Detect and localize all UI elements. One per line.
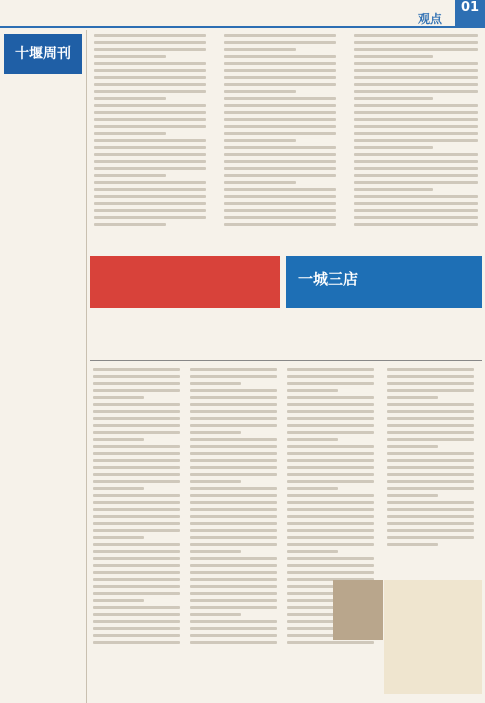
page-number-box <box>455 0 485 26</box>
sidebar <box>0 30 87 703</box>
page-header <box>0 0 485 28</box>
ad-title: 一城三店 <box>298 270 359 288</box>
feature-column-4 <box>384 364 477 576</box>
masthead: 十堰周刊 <box>4 34 82 74</box>
article-column-1 <box>90 30 210 252</box>
section-title: 观点 <box>418 12 443 26</box>
advertisement-left[interactable] <box>90 256 280 308</box>
feature-column-3 <box>284 364 377 694</box>
feature-photo <box>333 580 383 640</box>
divider <box>90 360 482 361</box>
page-number: 01 <box>460 0 480 15</box>
advertisement-right[interactable] <box>286 256 482 308</box>
feature-column-1 <box>90 364 183 694</box>
feature-column-2 <box>187 364 280 694</box>
feature-infobox <box>384 580 482 694</box>
article-column-2 <box>220 30 340 252</box>
article-column-3 <box>350 30 482 252</box>
